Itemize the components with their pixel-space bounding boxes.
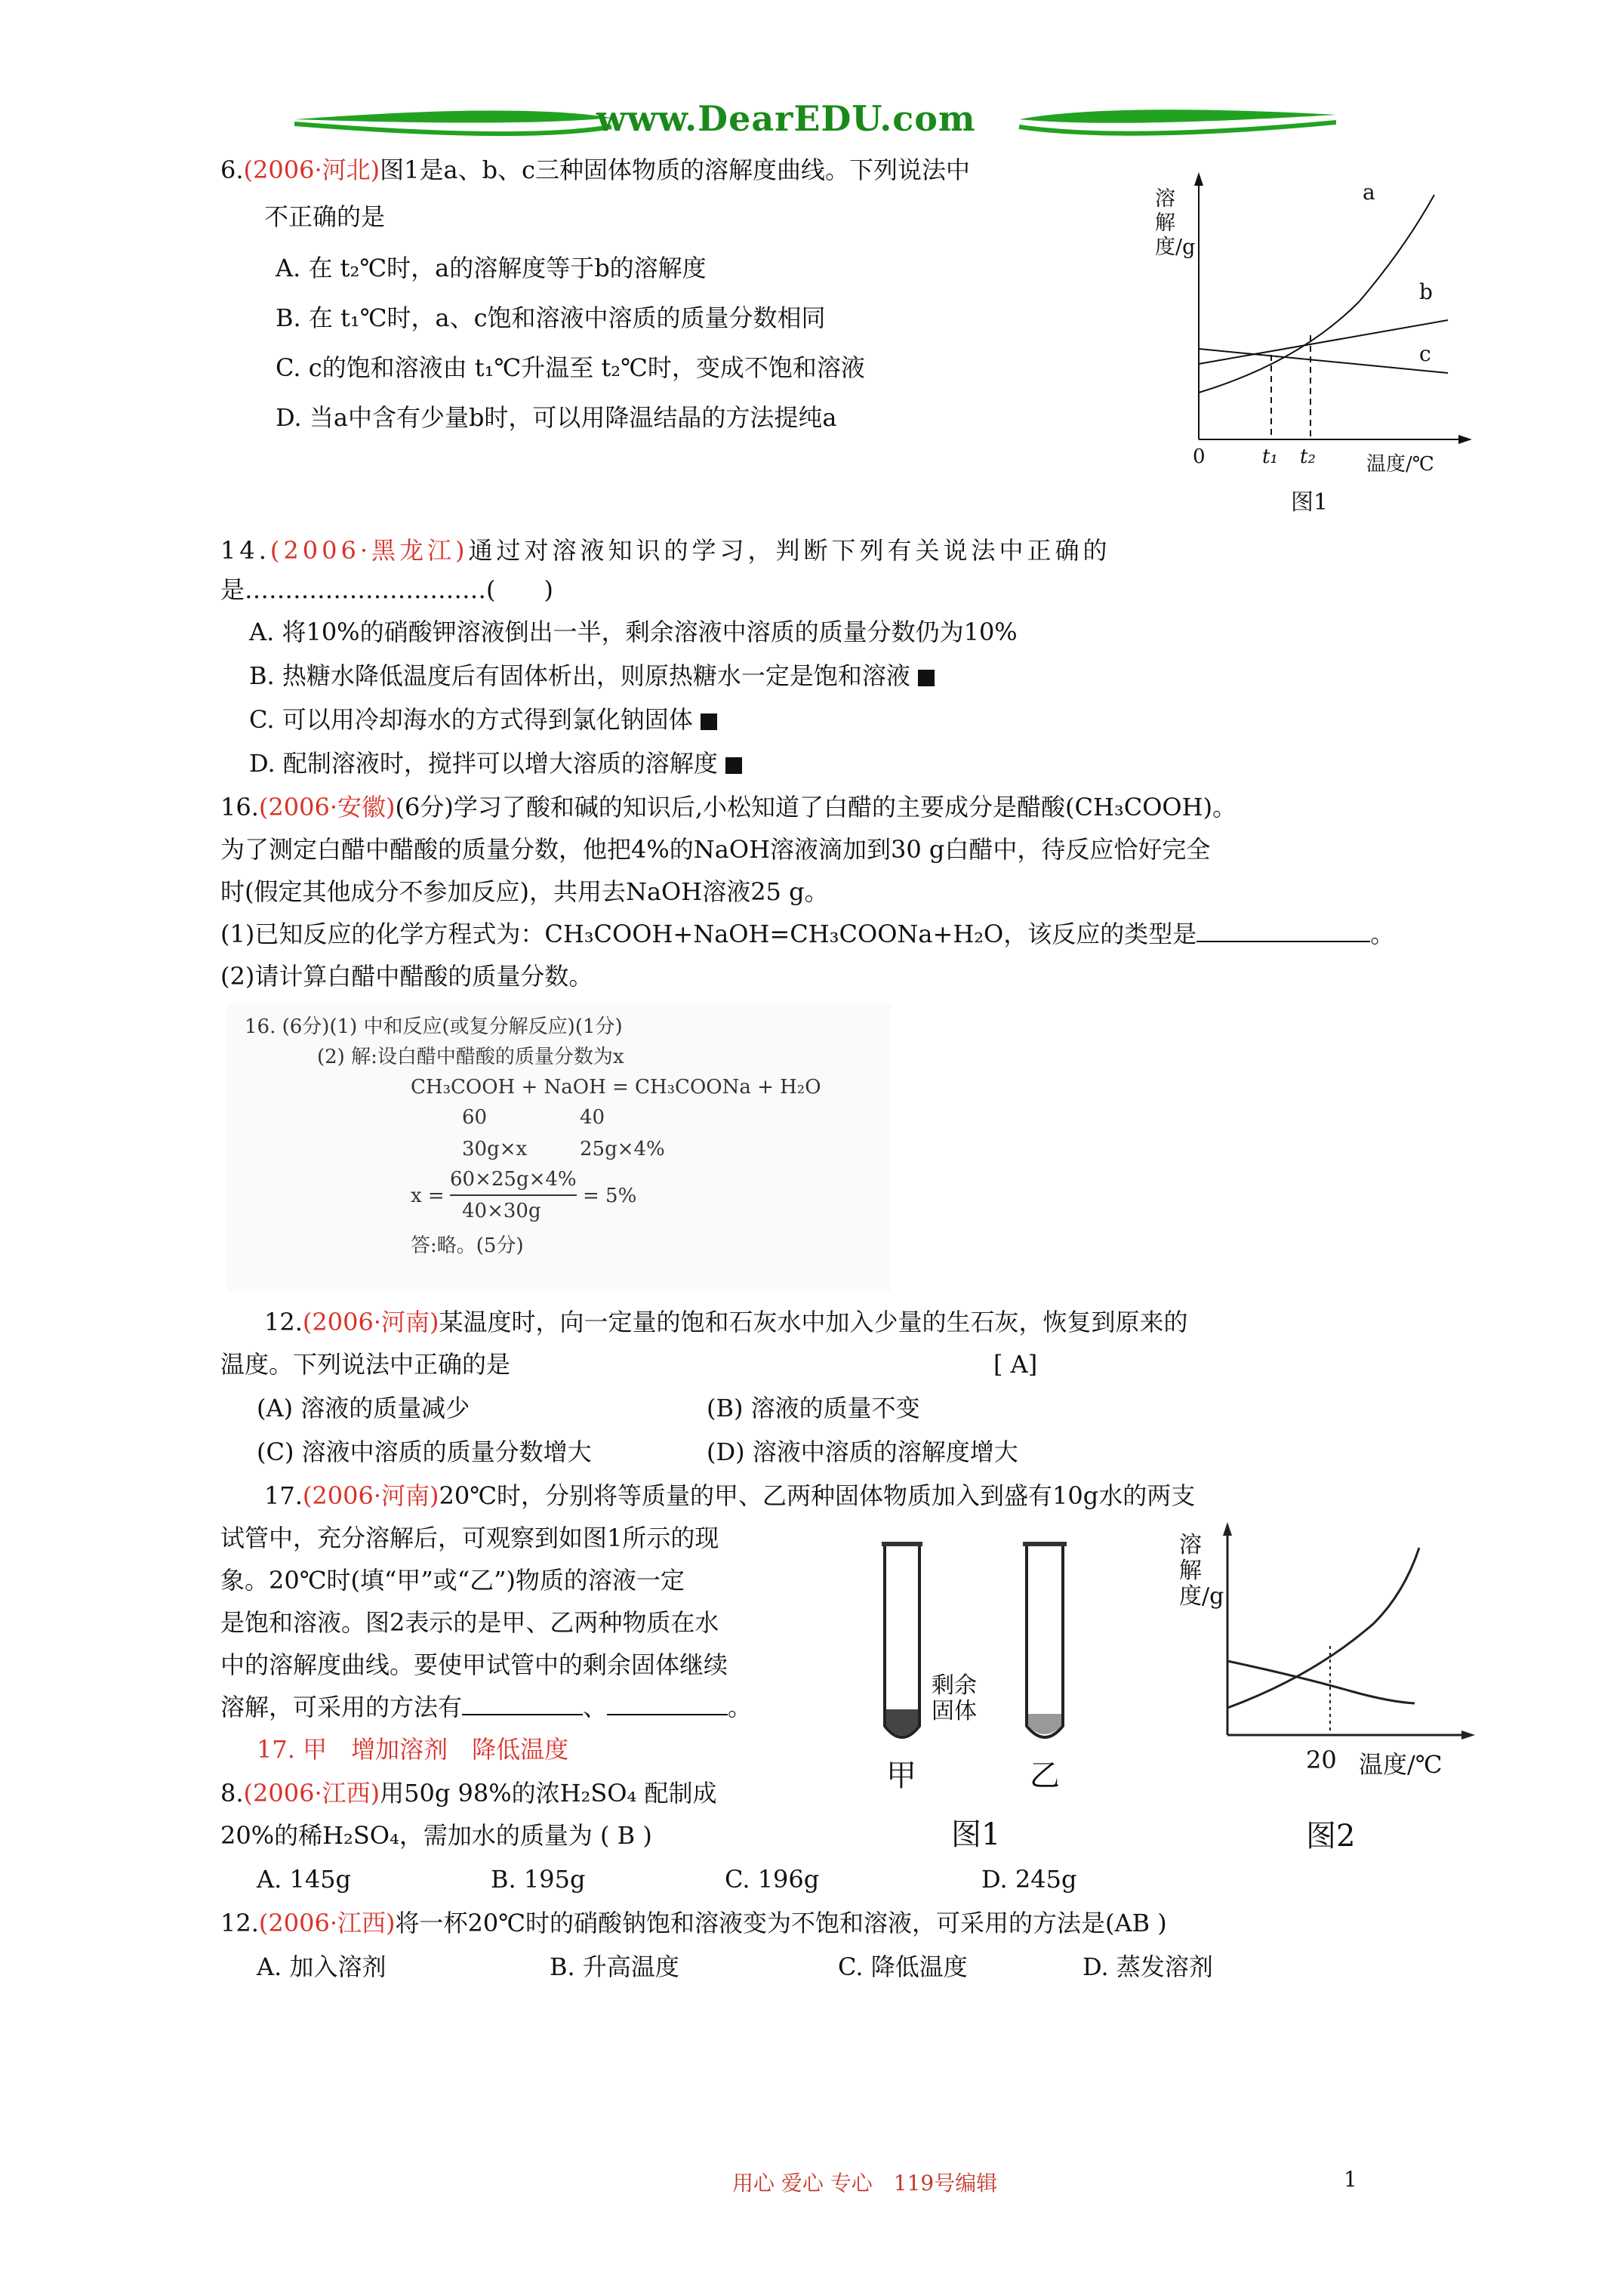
q17-y-axis-label: 溶解度/g	[1179, 1532, 1224, 1610]
square-marker-icon	[725, 757, 742, 774]
q6-number: 6.	[220, 156, 244, 184]
q16-answer-60: 60	[462, 1106, 488, 1129]
q17-line-5: 中的溶解度曲线。要使甲试管中的剩余固体继续	[220, 1650, 728, 1679]
q17-test-tube-figure	[868, 1533, 1170, 1857]
q17-blank-1	[462, 1691, 583, 1715]
curve-b	[1199, 320, 1448, 364]
q16-line-4: (1)已知反应的化学方程式为：CH₃COOH+NaOH=CH₃COONa+H₂O，该反应的类型是	[220, 920, 1197, 948]
q17-line-6-sep: 、	[583, 1693, 608, 1721]
q12a-stem-2: 温度。下列说法中正确的是	[220, 1350, 511, 1379]
q14-option-c: C. 可以用冷却海水的方式得到氯化钠固体	[249, 705, 693, 734]
tube-yi	[1027, 1546, 1063, 1737]
q14-option-a: A. 将10%的硝酸钾溶液倒出一半，剩余溶液中溶质的质量分数仍为10%	[249, 618, 1018, 646]
q16-line-5: (2)请计算白醋中醋酸的质量分数。	[220, 962, 593, 991]
q16-answer-equation: CH₃COOH + NaOH = CH₃COONa + H₂O	[411, 1076, 821, 1099]
q16-answer-result: = 5%	[583, 1185, 637, 1207]
q14-option-b: B. 热糖水降低温度后有固体析出，则原热糖水一定是饱和溶液	[249, 661, 910, 690]
q16-answer-30gx: 30g×x	[462, 1138, 528, 1160]
q12b-option-b: B. 升高温度	[550, 1952, 679, 1981]
tube-yi-label: 乙	[1030, 1758, 1060, 1793]
q8-number: 8.	[220, 1779, 244, 1808]
q6-stem: 图1是a、b、c三种固体物质的溶解度曲线。下列说法中	[380, 156, 970, 184]
q6-stem-2: 不正确的是	[264, 202, 386, 231]
q6-option-d: D. 当a中含有少量b时，可以用降温结晶的方法提纯a	[276, 403, 837, 432]
q17-line-6: 溶解，可采用的方法有	[220, 1693, 463, 1721]
curve-b-label: b	[1419, 279, 1433, 304]
q6-option-c: C. c的饱和溶液由 t₁℃升温至 t₂℃时，变成不饱和溶液	[276, 353, 865, 382]
q17-chart-svg	[1163, 1518, 1487, 1857]
curve-a-label: a	[1363, 180, 1375, 205]
q12b-stem: 将一杯20℃时的硝酸钠饱和溶液变为不饱和溶液，可采用的方法是(AB )	[395, 1909, 1167, 1937]
q12b-source-tag: (2006·江西)	[258, 1909, 396, 1937]
q16-line-4-end: 。	[1370, 920, 1395, 948]
q14-number: 14.	[220, 536, 270, 565]
q12a-source-tag: (2006·河南)	[302, 1308, 439, 1336]
curve-c-label: c	[1419, 341, 1431, 366]
q14-option-d: D. 配制溶液时，搅拌可以增大溶质的溶解度	[249, 749, 718, 778]
q8-option-a: A. 145g	[257, 1865, 352, 1894]
figure-1-caption: 图1	[1291, 489, 1329, 516]
q16-answer-40: 40	[580, 1106, 605, 1129]
y-axis-arrow	[1194, 172, 1203, 186]
q16-answer-numerator: 60×25g×4%	[450, 1164, 577, 1196]
q16-answer-scan	[226, 1004, 891, 1291]
q12b-option-a: A. 加入溶剂	[257, 1952, 387, 1981]
x-axis-arrow	[1461, 1730, 1475, 1740]
q12a-answer: [ A]	[993, 1350, 1038, 1379]
q16-source-tag: (2006·安徽)	[258, 793, 396, 821]
q12a-stem: 某温度时，向一定量的饱和石灰水中加入少量的生石灰，恢复到原来的	[439, 1308, 1188, 1336]
residue-label: 剩余固体	[932, 1672, 977, 1724]
q17-blank-2	[607, 1691, 728, 1715]
curve-c	[1199, 349, 1448, 373]
q6-y-axis-label: 溶解度/g	[1155, 187, 1196, 259]
site-title: www.DearEDU.com	[596, 98, 976, 139]
q16-answer-blank	[1196, 918, 1370, 942]
q8-option-d: D. 245g	[981, 1865, 1077, 1894]
curve-a	[1199, 195, 1434, 393]
q6-x-axis-label: 温度/℃	[1366, 453, 1434, 476]
tube-jia-rim	[882, 1542, 922, 1546]
tick-20-label: 20	[1306, 1746, 1337, 1774]
figure-1-caption: 图1	[951, 1817, 1001, 1852]
q8-option-c: C. 196g	[725, 1865, 820, 1894]
q16-line-3: 时(假定其他成分不参加反应)，共用去NaOH溶液25 g。	[220, 877, 829, 906]
y-axis-arrow	[1223, 1522, 1232, 1536]
t1-label: t₁	[1262, 445, 1278, 468]
q12a-number: 12.	[264, 1308, 303, 1336]
q16-line-2: 为了测定白醋中醋酸的质量分数，他把4%的NaOH溶液滴加到30 g白醋中，待反应恰好完全	[220, 835, 1211, 864]
q6-option-b: B. 在 t₁℃时，a、c饱和溶液中溶质的质量分数相同	[276, 304, 826, 332]
q12a-option-b: (B) 溶液的质量不变	[707, 1394, 920, 1422]
origin-label: 0	[1193, 445, 1206, 468]
q8-source-tag: (2006·江西)	[243, 1779, 380, 1808]
q14-stem-2: 是…………………………( )	[220, 575, 553, 604]
q17-x-axis-label: 温度/℃	[1359, 1750, 1443, 1779]
q17-line-2: 试管中，充分溶解后，可观察到如图1所示的现	[220, 1524, 719, 1552]
page-number: 1	[1344, 2167, 1357, 2192]
tube-jia-label: 甲	[886, 1758, 916, 1793]
q16-score: (6分)	[395, 793, 454, 821]
q16-answer-x: x =	[411, 1185, 445, 1207]
square-marker-icon	[701, 713, 717, 730]
tube-yi-rim	[1023, 1542, 1067, 1546]
q16-answer-25g: 25g×4%	[580, 1138, 665, 1160]
figure-2-caption: 图2	[1306, 1819, 1356, 1854]
q12b-number: 12.	[220, 1909, 259, 1937]
q12a-option-c: (C) 溶液中溶质的质量分数增大	[257, 1438, 592, 1466]
square-marker-icon	[918, 670, 935, 686]
t2-label: t₂	[1300, 445, 1316, 468]
q16-answer-line-2: (2) 解:设白醋中醋酸的质量分数为x	[317, 1046, 624, 1068]
q17-answer: 17. 甲 增加溶剂 降低温度	[257, 1735, 569, 1764]
q14-source-tag: (2006·黑龙江)	[269, 536, 469, 565]
q17-line-6-end: 。	[728, 1693, 753, 1721]
q6-option-a: A. 在 t₂℃时，a的溶解度等于b的溶解度	[276, 254, 707, 282]
q14-stem: 通过对溶液知识的学习，判断下列有关说法中正确的	[468, 536, 1111, 565]
q6-solubility-chart	[1132, 166, 1480, 521]
q8-line-2: 20%的稀H₂SO₄，需加水的质量为 ( B )	[220, 1821, 652, 1850]
q17-line-1: 20℃时，分别将等质量的甲、乙两种固体物质加入到盛有10g水的两支	[439, 1481, 1196, 1510]
q16-number: 16.	[220, 793, 259, 821]
page-footer: 用心 爱心 专心 119号编辑	[732, 2171, 998, 2196]
q16-line-1: 学习了酸和碱的知识后,小松知道了白醋的主要成分是醋酸(CH₃COOH)。	[453, 793, 1237, 821]
q17-line-3: 象。20℃时(填“甲”或“乙”)物质的溶液一定	[220, 1566, 685, 1595]
q8-option-b: B. 195g	[491, 1865, 586, 1894]
x-axis-arrow	[1458, 435, 1472, 444]
q6-source-tag: (2006·河北)	[243, 156, 380, 184]
q8-line-1: 用50g 98%的浓H₂SO₄ 配制成	[380, 1779, 717, 1808]
q17-line-4: 是饱和溶液。图2表示的是甲、乙两种物质在水	[220, 1608, 719, 1637]
q12b-option-d: D. 蒸发溶剂	[1083, 1952, 1213, 1981]
q12b-option-c: C. 降低温度	[838, 1952, 968, 1981]
q16-answer-denominator: 40×30g	[462, 1200, 541, 1222]
q17-source-tag: (2006·河南)	[302, 1481, 439, 1510]
q17-test-tube-svg	[868, 1533, 1170, 1857]
q12a-option-d: (D) 溶液中溶质的溶解度增大	[707, 1438, 1018, 1466]
tube-jia	[885, 1546, 919, 1737]
q12a-option-a: (A) 溶液的质量减少	[257, 1394, 470, 1422]
q16-answer-conclusion: 答:略。(5分)	[411, 1234, 524, 1257]
q17-number: 17.	[264, 1481, 303, 1510]
q17-solubility-chart	[1163, 1518, 1487, 1857]
q16-answer-line-1: 16. (6分)(1) 中和反应(或复分解反应)(1分)	[245, 1015, 623, 1038]
